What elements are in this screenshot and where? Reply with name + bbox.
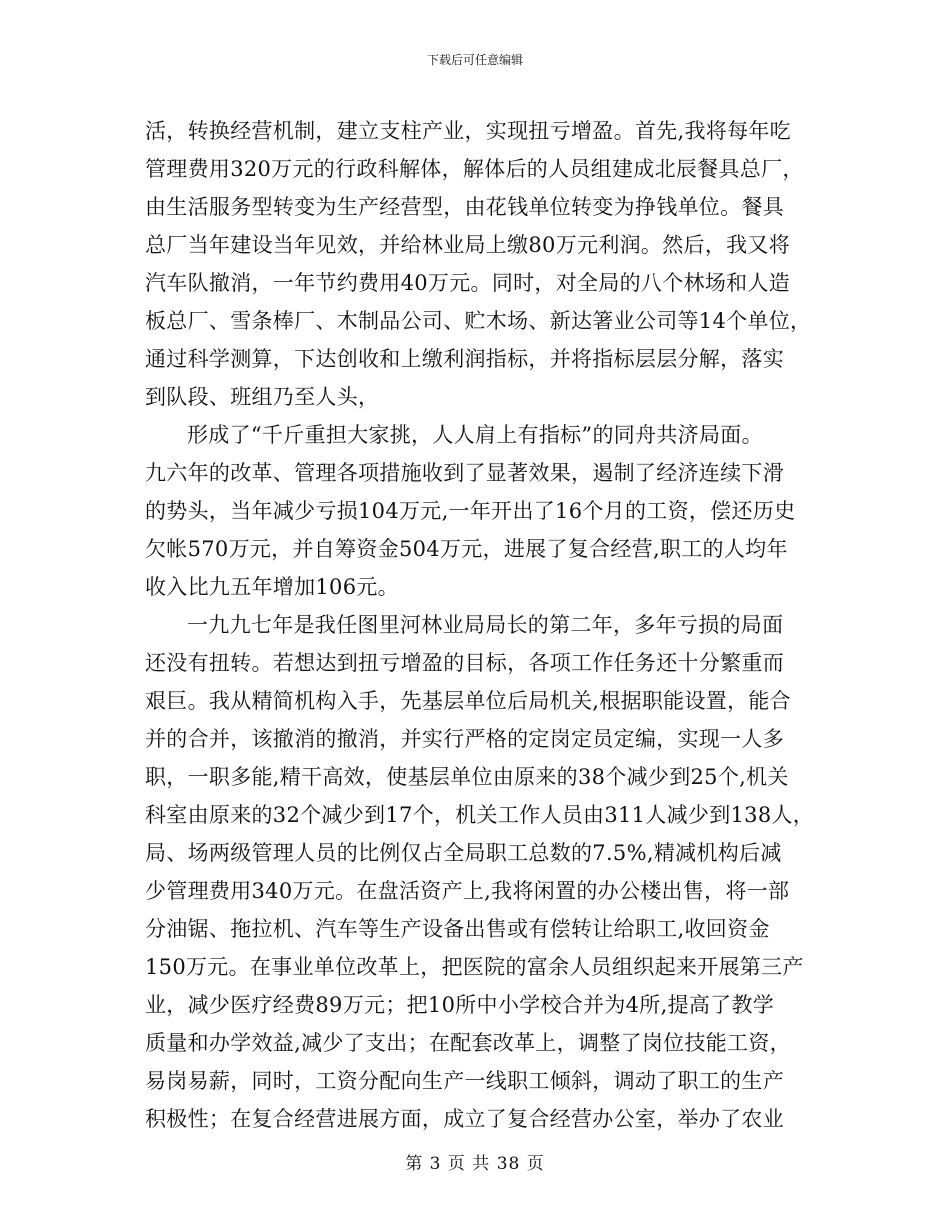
document-body xyxy=(145,112,825,1138)
text-line: 职，一职多能,精干高效，使基层单位由原来的38个减少到25个,机关 xyxy=(145,765,789,789)
text-line: 活，转换经营机制，建立支柱产业，实现扭亏增盈。首先,我将每年吃 xyxy=(145,119,791,143)
text-line: 少管理费用340万元。在盘活资产上,我将闲置的办公楼出售，将一部 xyxy=(145,879,790,903)
paragraph-start-line: 一九九七年是我任图里河林业局局长的第二年，多年亏损的局面 xyxy=(187,613,784,637)
text-line: 到队段、班组乃至人头， xyxy=(145,385,380,409)
text-line: 通过科学测算，下达创收和上缴利润指标，并将指标层层分解，落实 xyxy=(145,347,784,371)
text-line: 艰巨。我从精简机构入手，先基层单位后局机关,根据职能设置，能合 xyxy=(145,689,791,713)
text-line: 局、场两级管理人员的比例仅占全局职工总数的7.5%,精减机构后减 xyxy=(145,841,782,865)
text-line: 还没有扭转。若想达到扭亏增盈的目标，各项工作任务还十分繁重而 xyxy=(145,651,784,675)
text-line: 由生活服务型转变为生产经营型，由花钱单位转变为挣钱单位。餐具 xyxy=(145,195,784,219)
text-line: 欠帐570万元，并自筹资金504万元，进展了复合经营,职工的人均年 xyxy=(145,537,788,561)
text-line: 科室由原来的32个减少到17个，机关工作人员由311人减少到138人， xyxy=(145,803,815,827)
page-header: 下载后可任意编辑 xyxy=(426,53,523,67)
text-line: 的势头，当年减少亏损104万元,一年开出了16个月的工资，偿还历史 xyxy=(145,499,796,523)
text-line: 板总厂、雪条棒厂、木制品公司、贮木场、新达箸业公司等14个单位， xyxy=(145,309,812,333)
text-line: 易岗易薪，同时，工资分配向生产一线职工倾斜，调动了职工的生产 xyxy=(145,1069,784,1093)
text-line: 九六年的改革、管理各项措施收到了显著效果，遏制了经济连续下滑 xyxy=(145,461,784,485)
paragraph-start-line: 形成了“千斤重担大家挑，人人肩上有指标”的同舟共济局面。 xyxy=(187,423,763,447)
text-line: 积极性；在复合经营进展方面，成立了复合经营办公室，举办了农业 xyxy=(145,1107,784,1131)
text-line: 业，减少医疗经费89万元；把10所中小学校合并为4所,提高了教学 xyxy=(145,993,775,1017)
text-line: 汽车队撤消，一年节约费用40万元。同时，对全局的八个林场和人造 xyxy=(145,271,791,295)
page-footer: 第 3 页 共 38 页 xyxy=(405,1154,545,1174)
text-line: 150万元。在事业单位改革上，把医院的富余人员组织起来开展第三产 xyxy=(145,955,804,979)
text-line: 分油锯、拖拉机、汽车等生产设备出售或有偿转让给职工,收回资金 xyxy=(145,917,770,941)
text-line: 质量和办学效益,减少了支出；在配套改革上，调整了岗位技能工资， xyxy=(145,1031,791,1055)
text-line: 收入比九五年增加106元。 xyxy=(145,575,399,599)
text-line: 并的合并，该撤消的撤消，并实行严格的定岗定员定编，实现一人多 xyxy=(145,727,784,751)
text-line: 管理费用320万元的行政科解体，解体后的人员组建成北辰餐具总厂， xyxy=(145,157,804,181)
text-line: 总厂当年建设当年见效，并给林业局上缴80万元利润。然后，我又将 xyxy=(145,233,791,257)
